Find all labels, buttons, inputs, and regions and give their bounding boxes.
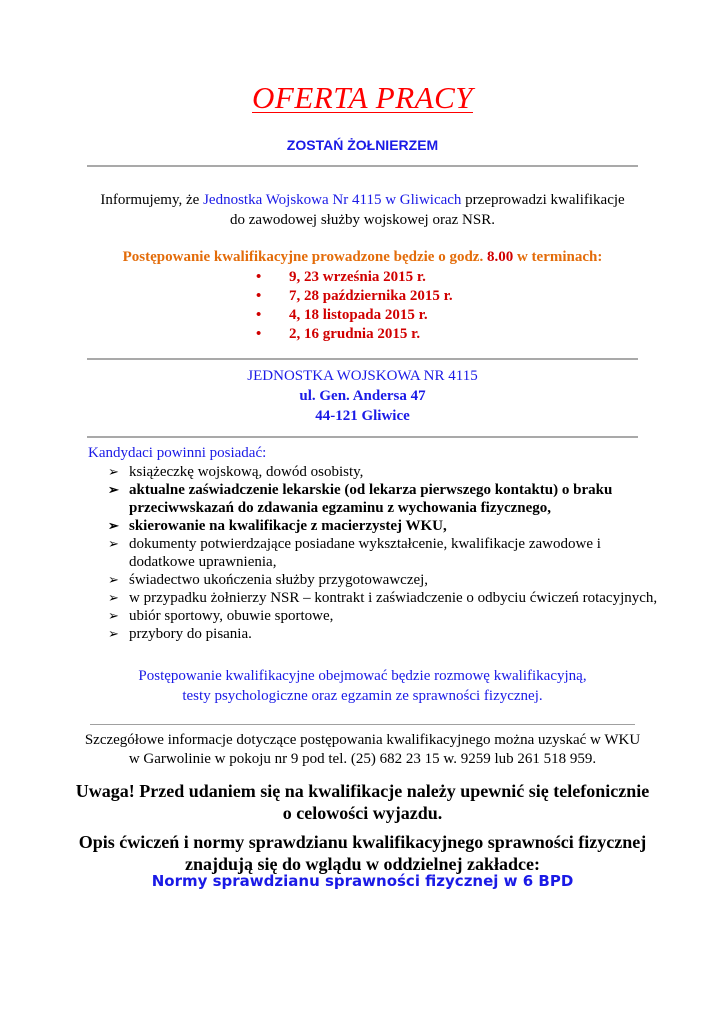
procedure-line-1: Postępowanie kwalifikacyjne obejmować będzie rozmowę kwalifikacyjną, bbox=[138, 668, 587, 684]
requirement-text: książeczkę wojskową, dowód osobisty, bbox=[129, 464, 364, 480]
unit-street bbox=[0, 386, 725, 407]
unit-street-text: ul. Gen. Andersa 47 bbox=[299, 388, 426, 404]
requirement-item bbox=[108, 517, 668, 535]
unit-name: JEDNOSTKA WOJSKOWA NR 4115 bbox=[247, 368, 478, 384]
warning-paragraph bbox=[0, 780, 725, 824]
intro-text-2: przeprowadzi kwalifikacje bbox=[461, 192, 625, 208]
schedule-date: 7, 28 października 2015 r. bbox=[289, 288, 453, 304]
requirement-item bbox=[108, 481, 668, 517]
arrow-bullet-icon: ➢ bbox=[108, 536, 119, 551]
arrow-bullet-icon: ➢ bbox=[108, 626, 119, 641]
requirement-item bbox=[108, 589, 668, 607]
bullet-icon: • bbox=[256, 307, 262, 323]
schedule-date: 2, 16 grudnia 2015 r. bbox=[289, 326, 421, 342]
norms-paragraph bbox=[0, 831, 725, 875]
divider-bottom bbox=[90, 724, 635, 725]
requirement-text: przybory do pisania. bbox=[129, 626, 252, 642]
warning-line-1: Uwaga! Przed udaniem się na kwalifikacje należy upewnić się telefonicznie bbox=[75, 781, 650, 801]
details-line-1: Szczegółowe informacje dotyczące postępowania kwalifikacyjnego można uzyskać w WKU bbox=[84, 732, 641, 748]
unit-city bbox=[0, 406, 725, 427]
schedule-date-item bbox=[256, 306, 453, 325]
requirement-text: ubiór sportowy, obuwie sportowe, bbox=[129, 608, 334, 624]
schedule-date-item bbox=[256, 268, 453, 287]
requirement-item bbox=[108, 607, 668, 625]
intro-text-1: Informujemy, że bbox=[100, 192, 204, 208]
page-title: OFERTA PRACY bbox=[252, 80, 473, 115]
details-line-2: w Garwolinie w pokoju nr 9 pod tel. (25) 682 23 15 w. 9259 lub 261 518 959. bbox=[128, 751, 597, 767]
norms-line-2: znajdują się do wglądu w oddzielnej zakładce: bbox=[184, 854, 541, 874]
arrow-bullet-icon: ➢ bbox=[108, 608, 119, 623]
intro-paragraph bbox=[0, 190, 725, 230]
norms-link[interactable]: Normy sprawdzianu sprawności fizycznej w 6 BPD bbox=[151, 872, 574, 890]
unit-city-text: 44-121 Gliwice bbox=[315, 408, 410, 424]
warning-line-2: o celowości wyjazdu. bbox=[282, 803, 443, 823]
details-paragraph bbox=[0, 731, 725, 769]
schedule-lead: Postępowanie kwalifikacyjne prowadzone będzie o godz. bbox=[122, 249, 487, 265]
divider-lower bbox=[87, 436, 638, 438]
intro-unit-name: Jednostka Wojskowa Nr 4115 w Gliwicach bbox=[203, 192, 462, 208]
schedule-heading bbox=[0, 247, 725, 267]
schedule-dates-list bbox=[256, 268, 453, 344]
candidates-heading: Kandydaci powinni posiadać: bbox=[88, 445, 267, 461]
requirement-text: skierowanie na kwalifikacje z macierzystej WKU, bbox=[129, 518, 447, 534]
requirement-text: świadectwo ukończenia służby przygotowawczej, bbox=[129, 572, 429, 588]
requirement-text: dokumenty potwierdzające posiadane wykształcenie, kwalifikacje zawodowe i dodatkowe uprawnienia, bbox=[129, 536, 601, 570]
page-subtitle: ZOSTAŃ ŻOŁNIERZEM bbox=[286, 137, 439, 153]
bullet-icon: • bbox=[256, 288, 262, 304]
requirement-item bbox=[108, 625, 668, 643]
schedule-date: 9, 23 września 2015 r. bbox=[289, 269, 426, 285]
bullet-icon: • bbox=[256, 326, 262, 342]
schedule-date-item bbox=[256, 287, 453, 306]
procedure-paragraph bbox=[0, 666, 725, 706]
schedule-hour: 8.00 bbox=[486, 249, 514, 265]
schedule-tail: w terminach: bbox=[513, 249, 603, 265]
norms-line-1: Opis ćwiczeń i normy sprawdzianu kwalifikacyjnego sprawności fizycznej bbox=[78, 832, 647, 852]
arrow-bullet-icon: ➢ bbox=[108, 518, 119, 533]
arrow-bullet-icon: ➢ bbox=[108, 590, 119, 605]
requirement-text: aktualne zaświadczenie lekarskie (od lekarza pierwszego kontaktu) o braku przeciwwskazań do zdawania egzaminu z wychowania fizycznego, bbox=[129, 482, 613, 516]
divider-middle bbox=[87, 358, 638, 360]
requirement-text: w przypadku żołnierzy NSR – kontrakt i zaświadczenie o odbyciu ćwiczeń rotacyjnych, bbox=[129, 590, 658, 606]
arrow-bullet-icon: ➢ bbox=[108, 464, 119, 479]
arrow-bullet-icon: ➢ bbox=[108, 572, 119, 587]
divider-top bbox=[87, 165, 638, 167]
requirement-item bbox=[108, 535, 668, 571]
bullet-icon: • bbox=[256, 269, 262, 285]
requirement-item bbox=[108, 571, 668, 589]
schedule-date-item bbox=[256, 325, 453, 344]
intro-line-2: do zawodowej służby wojskowej oraz NSR. bbox=[230, 212, 495, 228]
requirement-item bbox=[108, 463, 668, 481]
procedure-line-2: testy psychologiczne oraz egzamin ze sprawności fizycznej. bbox=[182, 688, 543, 704]
arrow-bullet-icon: ➢ bbox=[108, 482, 119, 497]
schedule-date: 4, 18 listopada 2015 r. bbox=[289, 307, 428, 323]
requirements-list bbox=[108, 463, 668, 643]
